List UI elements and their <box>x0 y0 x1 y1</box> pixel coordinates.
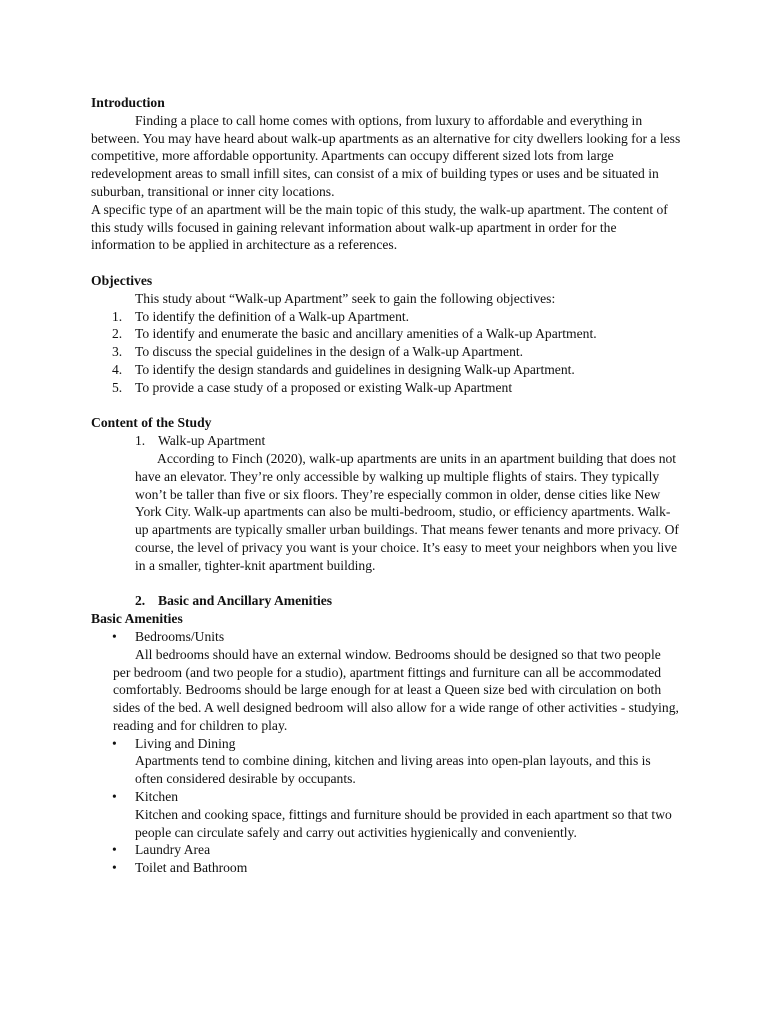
objective-item: 2. To identify and enumerate the basic and ancillary amenities of a Walk-up Apartment. <box>112 326 597 342</box>
objective-item: 1. To identify the definition of a Walk-up Apartment. <box>112 308 410 324</box>
objective-item: 5. To provide a case study of a proposed or existing Walk-up Apartment <box>112 379 513 395</box>
objectives-list <box>91 308 681 397</box>
amenity-description: Apartments tend to combine dining, kitchen and living areas into open-plan layouts, and this is often considered desirable by occupants. <box>135 753 651 787</box>
basic-amenities-heading: Basic Amenities <box>91 611 183 627</box>
content-item-walk-up: 1. Walk-up Apartment <box>135 433 266 449</box>
introduction-heading: Introduction <box>91 95 165 110</box>
objectives-heading: Objectives <box>91 272 153 288</box>
amenity-label: Laundry Area <box>135 842 211 858</box>
amenity-label: Living and Dining <box>135 735 236 751</box>
list-item: • Toilet and Bathroom <box>91 859 681 877</box>
list-item: • Laundry Area <box>91 841 681 859</box>
amenity-label: Bedrooms/Units <box>135 628 225 644</box>
amenity-description: All bedrooms should have an external window. Bedrooms should be designed so that two people per bedroom (and two people for a studio), apartment fittings and furniture can all be accommodated comfortably. Bedrooms should be large enough for at least a Queen size bed with circulation on both sides of the bed. A well designed bedroom will also allow for a wide range of other activities - studying, reading and for children to play. <box>113 646 679 733</box>
amenity-label: Toilet and Bathroom <box>135 860 248 876</box>
amenities-list <box>91 628 681 877</box>
content-item-amenities: 2. Basic and Ancillary Amenities <box>135 593 333 609</box>
amenity-label: Kitchen <box>135 789 179 805</box>
introduction-paragraph-1: Finding a place to call home comes with options, from luxury to affordable and everything in between. You may have heard about walk-up apartments as an alternative for city dwellers looking for a less competitive, more affordable opportunity. Apartments can occupy different sized lots from large redevelopment areas to small infill sites, can consist of a mix of building types or uses and be situated in suburban, transitional or inner city locations. <box>91 112 681 199</box>
walk-up-definition: According to Finch (2020), walk-up apartments are units in an apartment building that does not have an elevator. They’re only accessible by walking up multiple flights of stairs. They typically won’t be taller than five or six floors. They’re especially common in older, dense cities like New York City. Walk-up apartments can also be multi-bedroom, studio, or efficiency apartments. Walk-up apartments are typically smaller urban buildings. That means fewer tenants and more privacy. Of course, the level of privacy you want is your choice. It’s easy to meet your neighbors when you live in a smaller, tighter-knit apartment building. <box>135 450 679 573</box>
content-heading: Content of the Study <box>91 415 212 431</box>
list-item: • Bedrooms/Units All bedrooms should have an external window. Bedrooms should be designed so that two people per bedroom (and two people for a studio), apartment fittings and furniture can all be accommodated comfortably. Bedrooms should be large enough for at least a Queen size bed with circulation on both sides of the bed. A well designed bedroom will also allow for a wide range of other activities - studying, reading and for children to play. <box>91 628 681 735</box>
document-page <box>91 94 681 877</box>
introduction-paragraph-2: A specific type of an apartment will be the main topic of this study, the walk-up apartment. The content of this study wills focused in gaining relevant information about walk-up apartment in order for the information to be applied in architecture as a references. <box>91 201 668 253</box>
objectives-intro: This study about “Walk-up Apartment” seek to gain the following objectives: <box>135 290 556 306</box>
objective-item: 4. To identify the design standards and guidelines in designing Walk-up Apartment. <box>112 361 575 377</box>
list-item: • Living and Dining Apartments tend to combine dining, kitchen and living areas into open-plan layouts, and this is often considered desirable by occupants. <box>91 735 681 788</box>
amenity-description: Kitchen and cooking space, fittings and furniture should be provided in each apartment so that two people can circulate safely and carry out activities hygienically and conveniently. <box>135 806 672 840</box>
list-item: • Kitchen Kitchen and cooking space, fittings and furniture should be provided in each apartment so that two people can circulate safely and carry out activities hygienically and conveniently. <box>91 788 681 841</box>
objective-item: 3. To discuss the special guidelines in the design of a Walk-up Apartment. <box>112 344 524 360</box>
